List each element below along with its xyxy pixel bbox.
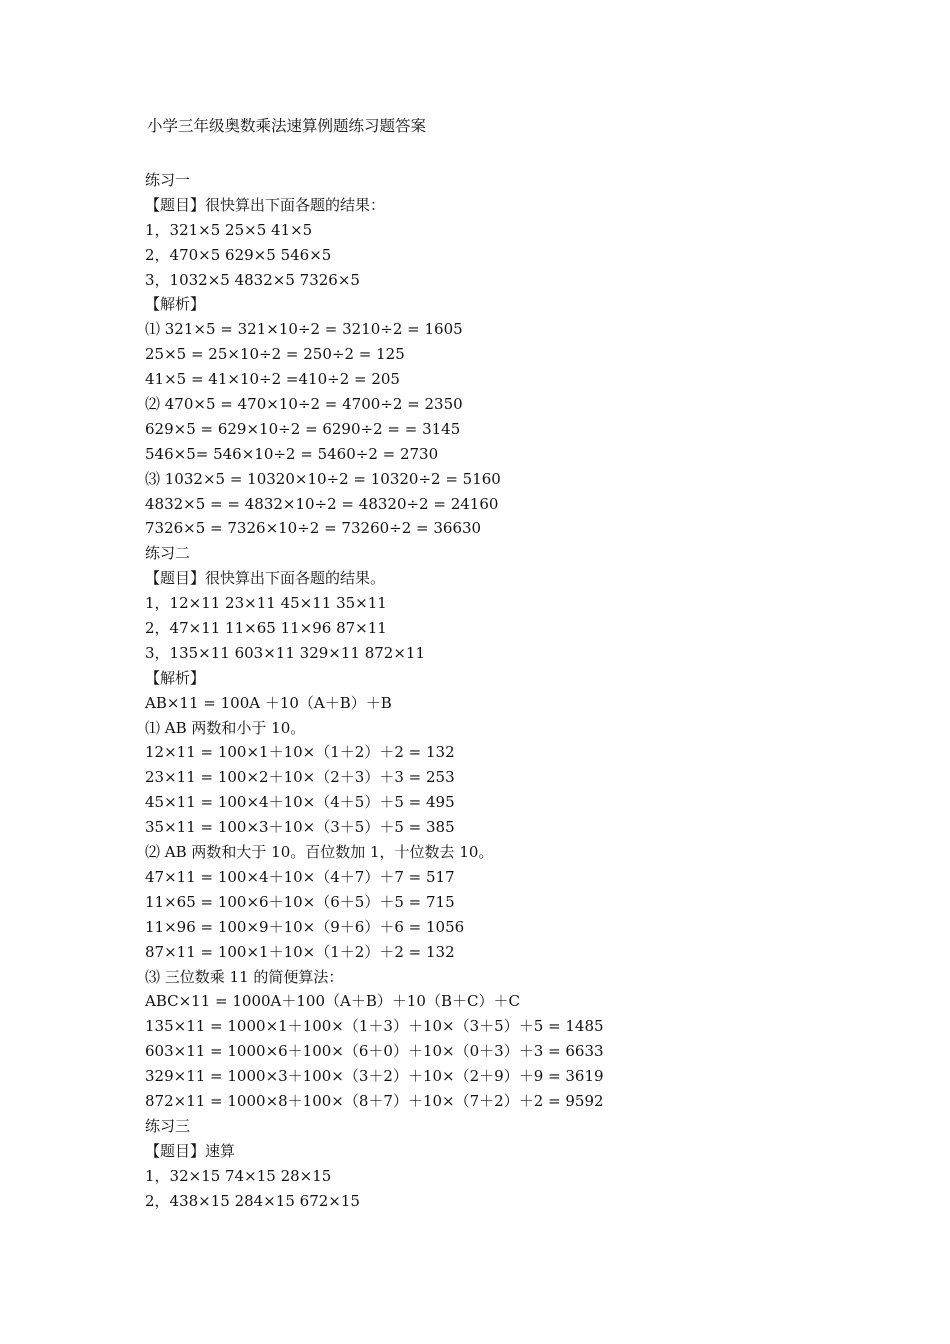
text-line: ⑶ 1032×5 = 10320×10÷2 = 10320÷2 = 5160 <box>145 469 501 488</box>
text-line: 47×11 = 100×4＋10×（4＋7）＋7 = 517 <box>145 867 455 886</box>
text-line: 2，470×5 629×5 546×5 <box>145 245 332 264</box>
text-line: ABC×11 = 1000A＋100（A＋B）＋10（B＋C）＋C <box>145 992 520 1011</box>
text-line: 87×11 = 100×1＋10×（1＋2）＋2 = 132 <box>145 942 455 961</box>
text-line: 3，135×11 603×11 329×11 872×11 <box>145 643 425 662</box>
text-line: 872×11 = 1000×8＋100×（8＋7）＋10×（7＋2）＋2 = 9592 <box>145 1091 604 1110</box>
document-body <box>145 168 604 1213</box>
text-line: 12×11 = 100×1＋10×（1＋2）＋2 = 132 <box>145 743 455 762</box>
text-line: 【题目】很快算出下面各题的结果。 <box>145 569 386 588</box>
text-line: 35×11 = 100×3＋10×（3＋5）＋5 = 385 <box>145 818 455 837</box>
text-line: ⑶ 三位数乘 11 的简便算法： <box>145 967 344 986</box>
text-line: ⑵ AB 两数和大于 10。百位数加 1，十位数去 10。 <box>145 843 494 862</box>
text-line: 1，321×5 25×5 41×5 <box>145 220 313 239</box>
text-line: 【解析】 <box>145 295 206 314</box>
text-line: 11×65 = 100×6＋10×（6＋5）＋5 = 715 <box>145 892 455 911</box>
text-line: 练习二 <box>145 544 191 563</box>
document-title: 小学三年级奥数乘法速算例题练习题答案 <box>147 117 427 135</box>
text-line: 135×11 = 1000×1＋100×（1＋3）＋10×（3＋5）＋5 = 1485 <box>145 1017 604 1036</box>
text-line: 【题目】速算 <box>145 1141 236 1160</box>
text-line: 603×11 = 1000×6＋100×（6＋0）＋10×（0＋3）＋3 = 6633 <box>145 1042 604 1061</box>
text-line: ⑴ AB 两数和小于 10。 <box>145 718 306 737</box>
text-line: AB×11 = 100A ＋10（A＋B）＋B <box>145 693 392 712</box>
text-line: 【解析】 <box>145 668 206 687</box>
text-line: ⑴ 321×5 = 321×10÷2 = 3210÷2 = 1605 <box>145 320 463 339</box>
text-line: 7326×5 = 7326×10÷2 = 73260÷2 = 36630 <box>145 519 482 538</box>
text-line: 4832×5 = = 4832×10÷2 = 48320÷2 = 24160 <box>145 494 499 513</box>
text-line: 329×11 = 1000×3＋100×（3＋2）＋10×（2＋9）＋9 = 3619 <box>145 1067 604 1086</box>
text-line: 629×5 = 629×10÷2 = 6290÷2 = = 3145 <box>145 419 461 438</box>
text-line: 练习三 <box>145 1116 191 1135</box>
text-line: 25×5 = 25×10÷2 = 250÷2 = 125 <box>145 345 405 364</box>
text-line: 1，12×11 23×11 45×11 35×11 <box>145 594 387 613</box>
text-line: 546×5= 546×10÷2 = 5460÷2 = 2730 <box>145 444 439 463</box>
text-line: 【题目】很快算出下面各题的结果： <box>145 195 386 214</box>
text-line: 45×11 = 100×4＋10×（4＋5）＋5 = 495 <box>145 793 455 812</box>
text-line: 练习一 <box>145 171 191 189</box>
text-line: 3，1032×5 4832×5 7326×5 <box>145 270 360 289</box>
text-line: 11×96 = 100×9＋10×（9＋6）＋6 = 1056 <box>145 917 465 936</box>
text-line: 23×11 = 100×2＋10×（2＋3）＋3 = 253 <box>145 768 455 787</box>
text-line: 41×5 = 41×10÷2 =410÷2 = 205 <box>145 370 400 389</box>
text-line: 2，47×11 11×65 11×96 87×11 <box>145 619 387 638</box>
text-line: ⑵ 470×5 = 470×10÷2 = 4700÷2 = 2350 <box>145 395 463 414</box>
text-line: 1，32×15 74×15 28×15 <box>145 1166 332 1185</box>
text-line: 2，438×15 284×15 672×15 <box>145 1191 360 1210</box>
